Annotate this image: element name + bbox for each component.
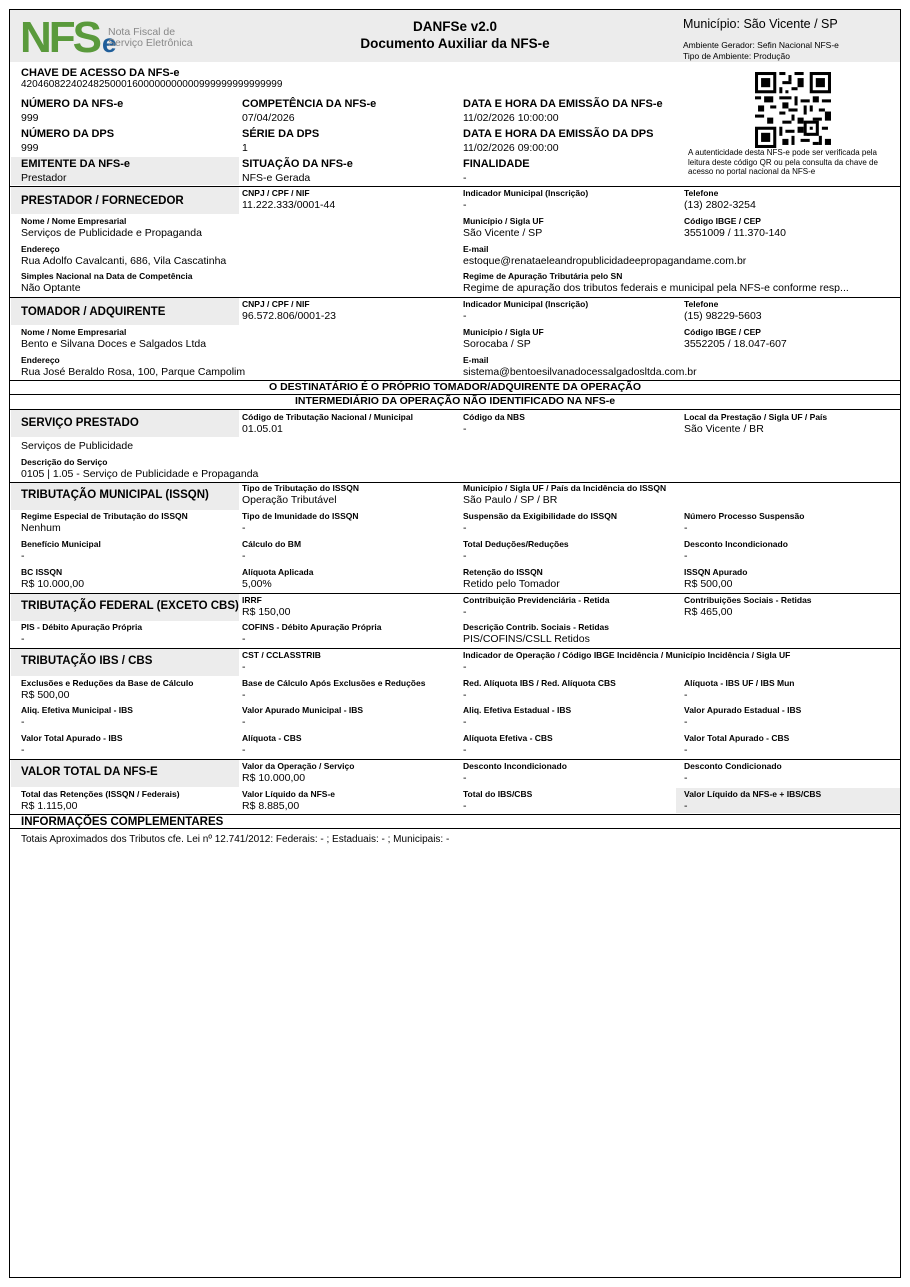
- federal-sociais: R$ 465,00: [684, 606, 733, 618]
- ibscbs-efet-est: -: [463, 716, 467, 728]
- prestador-simples: Não Optante: [21, 282, 81, 294]
- prestador-im-label: Indicador Municipal (Inscrição): [463, 188, 589, 198]
- federal-irrf: R$ 150,00: [242, 606, 291, 618]
- prestador-telefone-label: Telefone: [684, 188, 719, 198]
- tomador-endereco: Rua José Beraldo Rosa, 100, Parque Campolim: [21, 366, 246, 378]
- municipal-retencao-label: Retenção do ISSQN: [463, 567, 543, 577]
- ambiente-gerador: Ambiente Gerador: Sefin Nacional NFS-e: [683, 40, 839, 50]
- numero-dps: 999: [21, 142, 39, 154]
- prestador-endereco: Rua Adolfo Cavalcanti, 686, Vila Cascatinha: [21, 255, 227, 267]
- emissao-dps-label: DATA E HORA DA EMISSÃO DA DPS: [463, 128, 654, 140]
- intermediario-notice: INTERMEDIÁRIO DA OPERAÇÃO NÃO IDENTIFICADO NA NFS-e: [294, 395, 616, 407]
- prestador-municipio-label: Município / Sigla UF: [463, 216, 544, 226]
- tomador-nome: Bento e Silvana Doces e Salgados Ltda: [21, 338, 207, 350]
- federal-desc-label: Descrição Contrib. Sociais - Retidas: [463, 622, 609, 632]
- situacao: NFS-e Gerada: [242, 172, 311, 184]
- federal-desc: PIS/COFINS/CSLL Retidos: [463, 633, 590, 645]
- servico-descricao: 0105 | 1.05 - Serviço de Publicidade e Propaganda: [21, 468, 259, 480]
- serie-dps-label: SÉRIE DA DPS: [242, 128, 320, 140]
- nfse-logo: [20, 13, 117, 62]
- federal-irrf-label: IRRF: [242, 595, 262, 605]
- federal-title: TRIBUTAÇÃO FEDERAL (EXCETO CBS): [21, 600, 239, 612]
- destinatario-notice: O DESTINATÁRIO É O PRÓPRIO TOMADOR/ADQUIRENTE DA OPERAÇÃO: [269, 381, 641, 393]
- ibscbs-title: TRIBUTAÇÃO IBS / CBS: [21, 655, 153, 667]
- tomador-title: TOMADOR / ADQUIRENTE: [21, 306, 166, 318]
- municipal-suspensao-label: Suspensão da Exigibilidade do ISSQN: [463, 511, 617, 521]
- municipal-apurado: R$ 500,00: [684, 578, 733, 590]
- total-retencoes-label: Total das Retenções (ISSQN / Federais): [21, 789, 180, 799]
- tomador-ibge: 3552205 / 18.047-607: [684, 338, 787, 350]
- total-ibscbs-label: Total do IBS/CBS: [463, 789, 533, 799]
- municipal-processo-label: Número Processo Suspensão: [684, 511, 805, 521]
- prestador-nome: Serviços de Publicidade e Propaganda: [21, 227, 202, 239]
- situacao-label: SITUAÇÃO DA NFS-e: [242, 158, 353, 170]
- ibscbs-apur-est-label: Valor Apurado Estadual - IBS: [684, 705, 802, 715]
- qr-note: A autenticidade desta NFS-e pode ser verificada pela leitura deste código QR ou pela consulta da chave de acesso no portal nacional da NFS-e: [688, 148, 878, 177]
- serie-dps: 1: [242, 142, 248, 154]
- municipal-imunidade: -: [242, 522, 246, 534]
- municipal-bc: R$ 10.000,00: [21, 578, 85, 590]
- prestador-email-label: E-mail: [463, 244, 489, 254]
- emissao-dps: 11/02/2026 09:00:00: [463, 142, 559, 154]
- municipal-regime: Nenhum: [21, 522, 61, 534]
- ibscbs-red-label: Red. Alíquota IBS / Red. Alíquota CBS: [463, 678, 616, 688]
- tomador-endereco-label: Endereço: [21, 355, 60, 365]
- total-operacao: R$ 10.000,00: [242, 772, 306, 784]
- numero-nfse: 999: [21, 112, 39, 124]
- servico-descricao-label: Descrição do Serviço: [21, 457, 108, 467]
- municipal-aliquota: 5,00%: [242, 578, 272, 590]
- chave-value: 42046082240248250001600000000000999999999999999: [21, 79, 283, 90]
- ibscbs-efet-mun: -: [21, 716, 25, 728]
- servico-nome: Serviços de Publicidade: [21, 440, 134, 452]
- ibscbs-aliq-cbs-label: Alíquota - CBS: [242, 733, 302, 743]
- prestador-municipio: São Vicente / SP: [463, 227, 543, 239]
- prestador-nome-label: Nome / Nome Empresarial: [21, 216, 127, 226]
- tomador-nome-label: Nome / Nome Empresarial: [21, 327, 127, 337]
- municipal-calculo: -: [242, 550, 246, 562]
- prestador-ibge-label: Código IBGE / CEP: [684, 216, 761, 226]
- total-liquido-ibs: -: [684, 800, 688, 812]
- municipal-retencao: Retido pelo Tomador: [463, 578, 560, 590]
- total-liquido: R$ 8.885,00: [242, 800, 300, 812]
- ibscbs-cst: -: [242, 661, 246, 673]
- logo-caption: [108, 27, 193, 49]
- divider-complementares: [10, 814, 900, 815]
- ibscbs-aliq-cbs: -: [242, 744, 246, 756]
- servico-title: SERVIÇO PRESTADO: [21, 417, 139, 429]
- total-retencoes: R$ 1.115,00: [21, 800, 78, 812]
- ibscbs-efet-cbs-label: Alíquota Efetiva - CBS: [463, 733, 553, 743]
- competencia-label: COMPETÊNCIA DA NFS-e: [242, 98, 377, 110]
- servico-codigo-label: Código de Tributação Nacional / Municipal: [242, 412, 413, 422]
- prestador-telefone: (13) 2802-3254: [684, 199, 756, 211]
- competencia: 07/04/2026: [242, 112, 295, 124]
- municipal-bc-label: BC ISSQN: [21, 567, 63, 577]
- ibscbs-exclusoes: R$ 500,00: [21, 689, 70, 701]
- municipal-processo: -: [684, 522, 688, 534]
- municipal-aliquota-label: Alíquota Aplicada: [242, 567, 314, 577]
- federal-pis-label: PIS - Débito Apuração Própria: [21, 622, 143, 632]
- federal-previdenciaria-label: Contribuição Previdenciária - Retida: [463, 595, 610, 605]
- document-title: DANFSe v2.0: [412, 19, 498, 34]
- municipal-imunidade-label: Tipo de Imunidade do ISSQN: [242, 511, 359, 521]
- federal-sociais-label: Contribuições Sociais - Retidas: [684, 595, 812, 605]
- ibscbs-red: -: [463, 689, 467, 701]
- ibscbs-indicador: -: [463, 661, 467, 673]
- federal-pis: -: [21, 633, 25, 645]
- municipal-incidencia-label: Município / Sigla UF / País da Incidência do ISSQN: [463, 483, 667, 493]
- ibscbs-efet-mun-label: Aliq. Efetiva Municipal - IBS: [21, 705, 133, 715]
- ibscbs-total-cbs: -: [684, 744, 688, 756]
- ibscbs-aliq-uf: -: [684, 689, 688, 701]
- numero-nfse-label: NÚMERO DA NFS-e: [21, 98, 124, 110]
- numero-dps-label: NÚMERO DA DPS: [21, 128, 115, 140]
- complementares-text: Totais Aproximados dos Tributos cfe. Lei nº 12.741/2012: Federais: - ; Estaduais: - ; Municipais: -: [21, 834, 450, 845]
- tomador-cnpj-label: CNPJ / CPF / NIF: [242, 299, 310, 309]
- servico-nbs: -: [463, 423, 467, 435]
- municipal-desconto-label: Desconto Incondicionado: [684, 539, 788, 549]
- tomador-email: sistema@bentoesilvanadocessalgadosltda.com.br: [463, 366, 697, 378]
- logo-e-letter: e: [102, 28, 117, 58]
- document-subtitle: Documento Auxiliar da NFS-e: [360, 36, 550, 51]
- ibscbs-aliq-uf-label: Alíquota - IBS UF / IBS Mun: [684, 678, 795, 688]
- total-cond: -: [684, 772, 688, 784]
- prestador-regime-label: Regime de Apuração Tributária pelo SN: [463, 271, 623, 281]
- ibscbs-cst-label: CST / CCLASSTRIB: [242, 650, 321, 660]
- tomador-im: -: [463, 310, 467, 322]
- logo-caption-line1: Nota Fiscal de: [108, 26, 176, 38]
- total-incond: -: [463, 772, 467, 784]
- prestador-simples-label: Simples Nacional na Data de Competência: [21, 271, 193, 281]
- ibscbs-apur-est: -: [684, 716, 688, 728]
- tomador-telefone-label: Telefone: [684, 299, 719, 309]
- federal-cofins: -: [242, 633, 246, 645]
- prestador-regime: Regime de apuração dos tributos federais e municipal pela NFS-e conforme resp...: [463, 282, 849, 294]
- municipal-tipo: Operação Tributável: [242, 494, 337, 506]
- servico-local: São Vicente / BR: [684, 423, 764, 435]
- finalidade: -: [463, 172, 467, 184]
- ibscbs-indicador-label: Indicador de Operação / Código IBGE Incidência / Município Incidência / Sigla UF: [463, 650, 791, 660]
- ibscbs-exclusoes-label: Exclusões e Reduções da Base de Cálculo: [21, 678, 194, 688]
- total-cond-label: Desconto Condicionado: [684, 761, 782, 771]
- federal-previdenciaria: -: [463, 606, 467, 618]
- municipal-deducoes-label: Total Deduções/Reduções: [463, 539, 569, 549]
- municipal-deducoes: -: [463, 550, 467, 562]
- ibscbs-total-ibs-label: Valor Total Apurado - IBS: [21, 733, 123, 743]
- prestador-title: PRESTADOR / FORNECEDOR: [21, 195, 184, 207]
- municipal-regime-label: Regime Especial de Tributação do ISSQN: [21, 511, 188, 521]
- municipal-desconto: -: [684, 550, 688, 562]
- tomador-telefone: (15) 98229-5603: [684, 310, 762, 322]
- tomador-ibge-label: Código IBGE / CEP: [684, 327, 761, 337]
- prestador-cnpj: 11.222.333/0001-44: [242, 199, 336, 211]
- municipio-header: Município: São Vicente / SP: [683, 17, 838, 31]
- tomador-email-label: E-mail: [463, 355, 489, 365]
- total-operacao-label: Valor da Operação / Serviço: [242, 761, 355, 771]
- total-incond-label: Desconto Incondicionado: [463, 761, 567, 771]
- municipal-suspensao: -: [463, 522, 467, 534]
- tomador-im-label: Indicador Municipal (Inscrição): [463, 299, 589, 309]
- ibscbs-apur-mun: -: [242, 716, 246, 728]
- total-liquido-label: Valor Líquido da NFS-e: [242, 789, 336, 799]
- ibscbs-apur-mun-label: Valor Apurado Municipal - IBS: [242, 705, 364, 715]
- finalidade-label: FINALIDADE: [463, 158, 530, 170]
- divider-complementares-bottom: [10, 828, 900, 829]
- tipo-ambiente: Tipo de Ambiente: Produção: [683, 51, 790, 61]
- tomador-municipio: Sorocaba / SP: [463, 338, 531, 350]
- tomador-cnpj: 96.572.806/0001-23: [242, 310, 337, 322]
- municipal-beneficio-label: Benefício Municipal: [21, 539, 101, 549]
- complementares-title: INFORMAÇÕES COMPLEMENTARES: [21, 816, 224, 828]
- servico-local-label: Local da Prestação / Sigla UF / País: [684, 412, 828, 422]
- prestador-endereco-label: Endereço: [21, 244, 60, 254]
- municipal-incidencia: São Paulo / SP / BR: [463, 494, 558, 506]
- municipal-calculo-label: Cálculo do BM: [242, 539, 302, 549]
- prestador-ibge: 3551009 / 11.370-140: [684, 227, 786, 239]
- servico-nbs-label: Código da NBS: [463, 412, 525, 422]
- municipal-title: TRIBUTAÇÃO MUNICIPAL (ISSQN): [21, 489, 209, 501]
- servico-codigo: 01.05.01: [242, 423, 283, 435]
- ibscbs-total-ibs: -: [21, 744, 25, 756]
- emitente: Prestador: [21, 172, 67, 184]
- chave-label: CHAVE DE ACESSO DA NFS-e: [21, 67, 180, 79]
- logo-nf-letters: NF: [20, 13, 73, 62]
- logo-caption-line2: Serviço Eletrônica: [108, 37, 193, 50]
- danfse-document: [9, 9, 901, 1278]
- tomador-municipio-label: Município / Sigla UF: [463, 327, 544, 337]
- federal-cofins-label: COFINS - Débito Apuração Própria: [242, 622, 382, 632]
- emissao-nfse-label: DATA E HORA DA EMISSÃO DA NFS-e: [463, 98, 663, 110]
- logo-s-letter: S: [72, 13, 103, 62]
- prestador-cnpj-label: CNPJ / CPF / NIF: [242, 188, 310, 198]
- ibscbs-base-label: Base de Cálculo Após Exclusões e Reduções: [242, 678, 426, 688]
- emitente-label: EMITENTE DA NFS-e: [21, 158, 130, 170]
- prestador-im: -: [463, 199, 467, 211]
- ibscbs-efet-cbs: -: [463, 744, 467, 756]
- total-liquido-ibs-label: Valor Líquido da NFS-e + IBS/CBS: [684, 789, 822, 799]
- total-ibscbs: -: [463, 800, 467, 812]
- municipal-beneficio: -: [21, 550, 25, 562]
- prestador-email: estoque@renataeleandropublicidadeepropagandame.com.br: [463, 255, 747, 267]
- municipal-apurado-label: ISSQN Apurado: [684, 567, 748, 577]
- ibscbs-total-cbs-label: Valor Total Apurado - CBS: [684, 733, 790, 743]
- qr-code-image: [755, 72, 831, 148]
- total-title: VALOR TOTAL DA NFS-E: [21, 766, 158, 778]
- municipal-tipo-label: Tipo de Tributação do ISSQN: [242, 483, 359, 493]
- emissao-nfse: 11/02/2026 10:00:00: [463, 112, 559, 124]
- ibscbs-efet-est-label: Aliq. Efetiva Estadual - IBS: [463, 705, 572, 715]
- ibscbs-base: -: [242, 689, 246, 701]
